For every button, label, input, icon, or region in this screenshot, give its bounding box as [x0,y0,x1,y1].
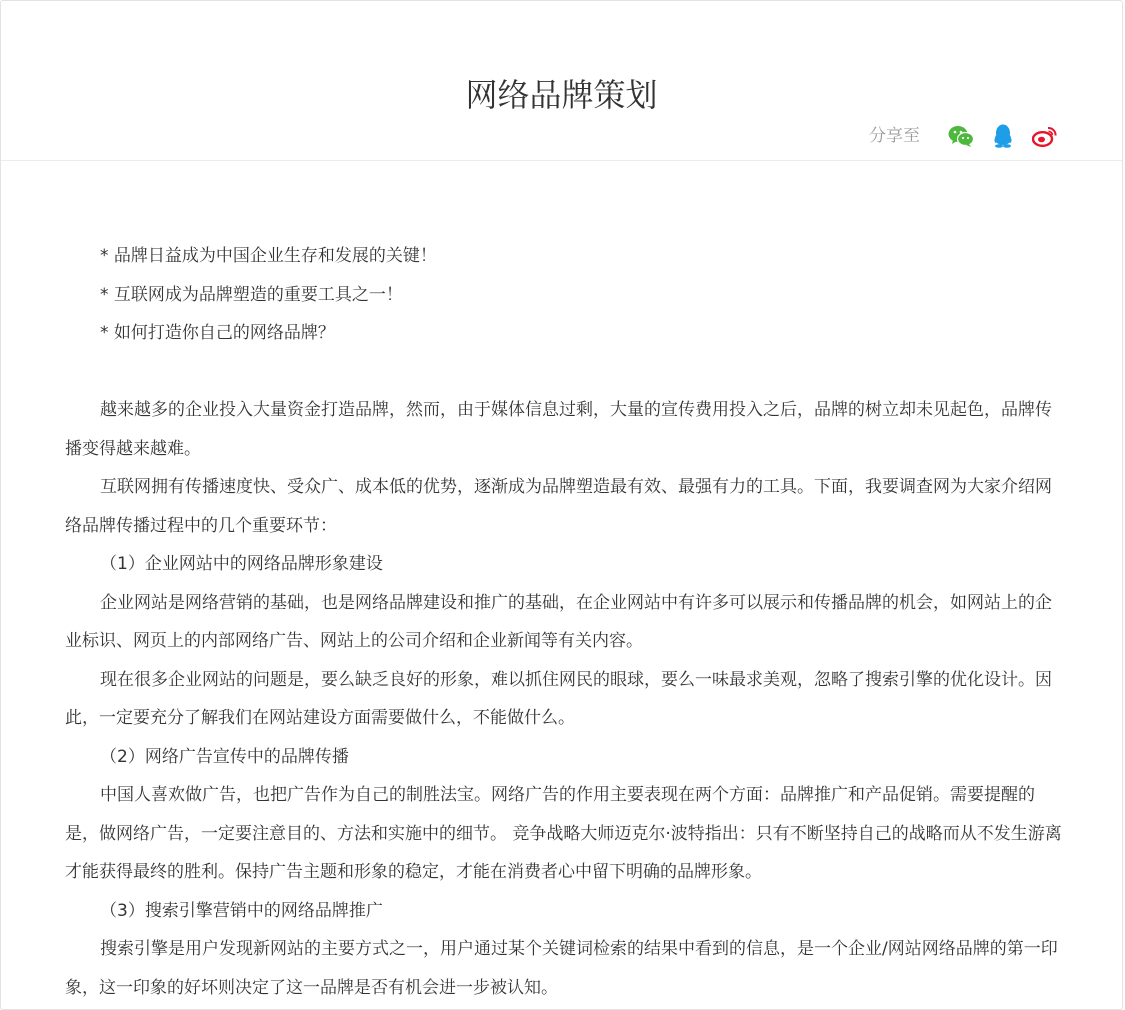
section-heading: （1）企业网站中的网络品牌形象建设 [100,554,383,574]
article-header [1,1,1122,161]
page-title: 网络品牌策划 [465,76,658,115]
section-heading: （3）搜索引擎营销中的网络品牌推广 [100,900,383,921]
bullet-item: * 如何打造你自己的网络品牌？ [100,323,335,343]
paragraph: 搜索引擎是用户发现新网站的主要方式之一，用户通过某个关键词检索的结果中看到的信息，是一个企业/网站网络品牌的第一印象，这一印象的好坏则决定了这一品牌是否有机会进一步被认知。 [65,939,1058,998]
bullet-item: * 互联网成为品牌塑造的重要工具之一！ [100,284,403,305]
share-label: 分享至 [869,126,920,146]
paragraph: 现在很多企业网站的问题是，要么缺乏良好的形象，难以抓住网民的眼球，要么一味最求美观，忽略了搜索引擎的优化设计。因此，一定要充分了解我们在网站建设方面需要做什么，不能做什么。 [65,669,1052,728]
article-body [65,237,1065,1007]
section-heading: （2）网络广告宣传中的品牌传播 [100,746,349,767]
share-bar [869,121,1060,151]
qq-icon[interactable] [988,121,1018,151]
bullet-item: * 品牌日益成为中国企业生存和发展的关键！ [100,246,437,266]
weibo-icon[interactable] [1030,121,1060,151]
paragraph: 中国人喜欢做广告，也把广告作为自己的制胜法宝。网络广告的作用主要表现在两个方面：品牌推广和产品促销。需要提醒的是，做网络广告，一定要注意目的、方法和实施中的细节。 竞争战略大师迈克尔·波特指出：只有不断坚持自己的战略而从不发生游离才能获得最终的胜利。保持广告主题和形象的稳定，才能在消费者心中留下明确的品牌形象。 [65,785,1062,882]
blank-line [65,353,1065,392]
wechat-icon[interactable] [946,121,976,151]
paragraph: 企业网站是网络营销的基础，也是网络品牌建设和推广的基础，在企业网站中有许多可以展示和传播品牌的机会，如网站上的企业标识、网页上的内部网络广告、网站上的公司介绍和企业新闻等有关内容。 [65,592,1052,651]
paragraph: 互联网拥有传播速度快、受众广、成本低的优势，逐渐成为品牌塑造最有效、最强有力的工具。下面，我要调查网为大家介绍网络品牌传播过程中的几个重要环节： [65,477,1052,536]
paragraph: 越来越多的企业投入大量资金打造品牌，然而，由于媒体信息过剩，大量的宣传费用投入之后，品牌的树立却未见起色，品牌传播变得越来越难。 [65,400,1052,459]
